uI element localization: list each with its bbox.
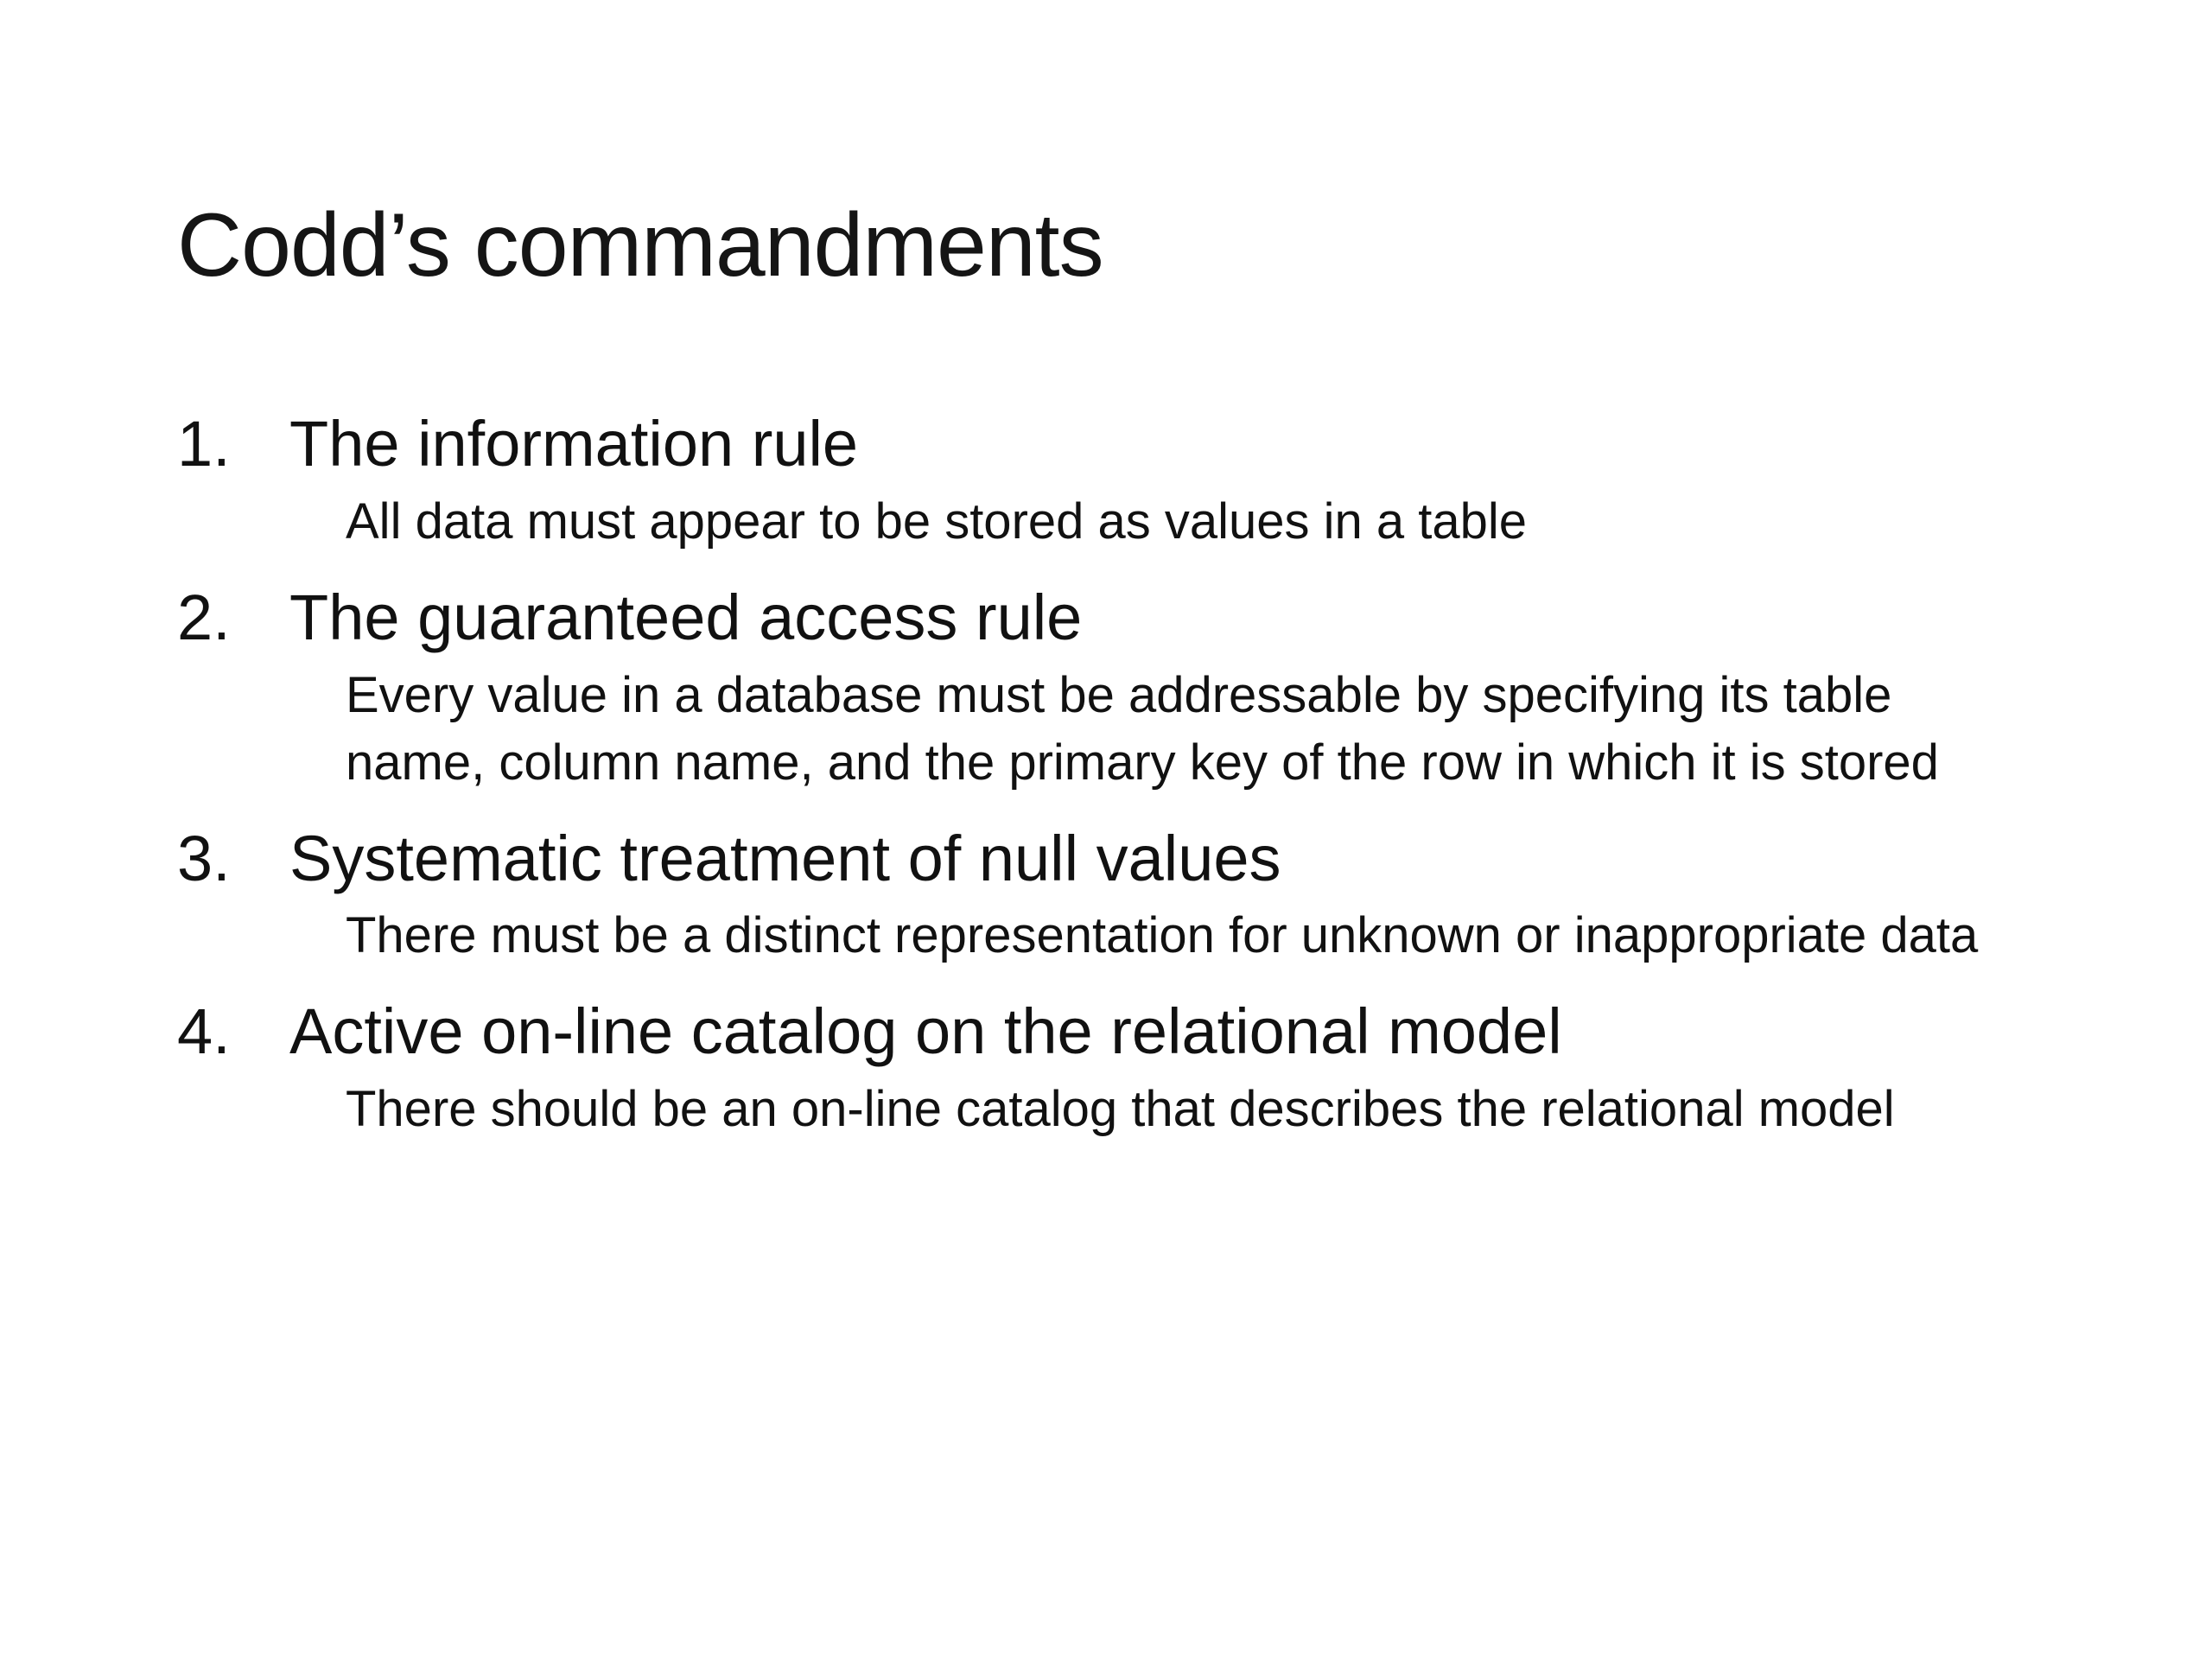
item-heading-row (177, 821, 2035, 898)
list-item (177, 994, 2035, 1143)
item-heading-row (177, 580, 2035, 657)
item-number: 1. (177, 408, 231, 480)
item-number: 4. (177, 995, 231, 1068)
item-number: 3. (177, 822, 231, 894)
slide-title: Codd’s commandments (177, 195, 1103, 296)
item-heading: Systematic treatment of null values (289, 822, 1281, 894)
item-description: There must be a distinct representation for unknown or inappropriate data (346, 907, 1979, 964)
item-heading: Active on-line catalog on the relational model (289, 995, 1562, 1068)
list-item (177, 406, 2035, 556)
item-heading-row (177, 406, 2035, 483)
item-description: All data must appear to be stored as values in a table (346, 493, 1528, 550)
item-heading: The guaranteed access rule (289, 581, 1083, 653)
commandment-list (177, 406, 2035, 1143)
item-description: There should be an on-line catalog that describes the relational model (346, 1081, 1895, 1138)
list-item (177, 821, 2035, 970)
item-heading: The information rule (289, 408, 859, 480)
item-heading-row (177, 994, 2035, 1071)
item-number: 2. (177, 581, 231, 653)
item-description: Every value in a database must be addressable by specifying its table name, column name, and the primary key of the row in which it is stored (346, 666, 1939, 791)
list-item (177, 580, 2035, 797)
